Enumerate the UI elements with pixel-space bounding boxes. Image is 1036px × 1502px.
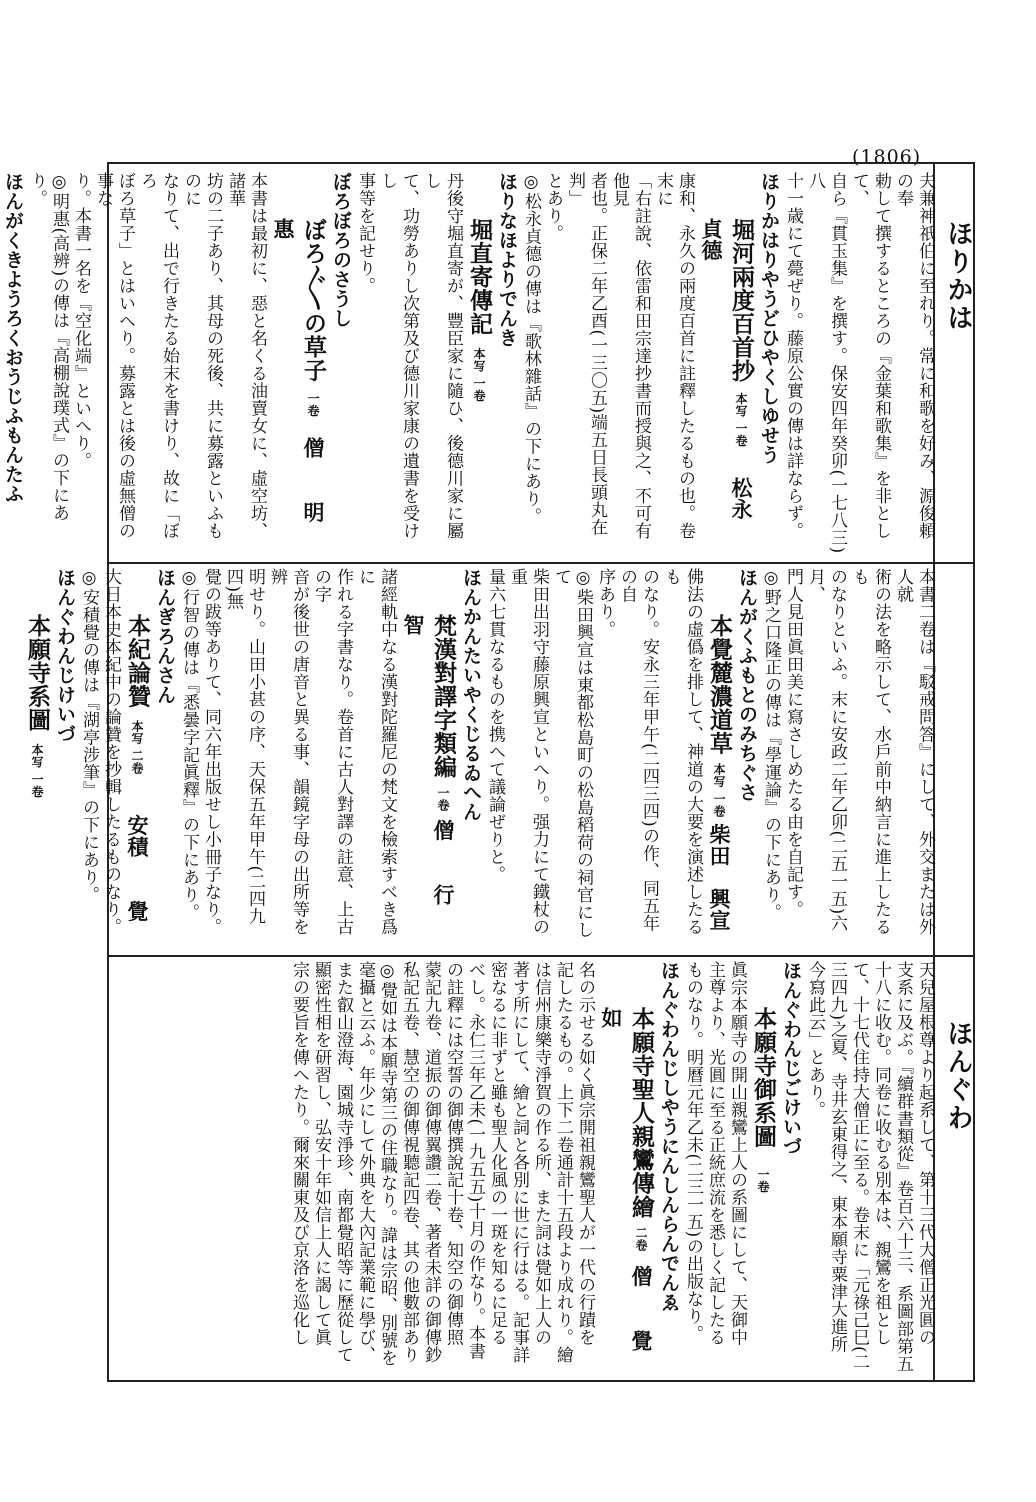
band-divider-2 — [107, 955, 975, 957]
volume-note: 二卷 — [634, 1226, 648, 1252]
entry-reading: ほんがくふもとのみちぐさ — [736, 568, 758, 802]
text-line: のなりといふ。末に安政二年乙卯(二五一五)六月、 — [805, 568, 847, 933]
title-text: 堀直寄傳記 — [466, 218, 493, 336]
band-3 — [112, 961, 936, 1375]
text-line: 事等を記せり。 — [355, 172, 375, 295]
text-line: 今寫此云」とあり。 — [805, 961, 825, 1119]
text-line: また叡山澄海、園城寺淨珍、南都覺昭等に歷從して — [333, 961, 353, 1364]
text-line: ◎安積覺の傳は『湖亭涉筆』の下にあり。 — [79, 568, 99, 904]
text-line: ぼろ草子」とはいへり。募露とは後の虛無僧の事な — [93, 172, 135, 540]
text-line: 三四九)之夏、寺井玄東得之、東本願寺粟津大進所 — [827, 961, 847, 1354]
title-text: 本願寺系圖 — [24, 614, 51, 732]
section-heading-horikaha: ほりかは — [943, 220, 973, 332]
volume-note: 本写 二卷 — [130, 720, 144, 775]
text-line: 毫攝と云ふ。年少にして外典を大內記業範に學び、 — [355, 961, 375, 1364]
entry-reading: ほんかんたいやくじるゐへん — [460, 568, 482, 822]
text-line: 作れる字書なり。卷首に古人對譯の註意、上古の字 — [311, 568, 353, 936]
text-line: 著す所にして、繪と詞と各別に世に行はる。記事詳 — [509, 961, 529, 1364]
text-line: 序あり。 — [595, 568, 615, 638]
entry-title — [696, 172, 756, 554]
text-line: 「右註說、依雷和田宗達抄書而授與之、不可有他見 — [609, 172, 651, 540]
text-line: 丹後守堀直寄が、豐臣家に隨ひ、後德川家に屬し — [421, 172, 463, 540]
text-line: 諸經軌中なる漢對陀羅尼の梵文を檢索すべき爲に — [355, 568, 397, 936]
text-line: 佛法の虛僞を排して、神道の大要を演述したるも — [661, 568, 703, 936]
text-line: 記したるもの。上下二卷通計十五段より成れり。繪 — [553, 961, 573, 1364]
text-line: 眞宗本願寺の開山親鸞上人の系圖にして、天御中 — [727, 961, 747, 1346]
title-text: 堀河兩度百首抄 — [728, 218, 755, 383]
author: 僧 明 惠 — [271, 218, 326, 545]
author: 安積 覺 — [125, 814, 150, 923]
page-number: (1806) — [852, 146, 922, 168]
text-line: 量六七貫なるものを携へて議論ぜりと。 — [485, 568, 505, 883]
text-line: 康和、永久の兩度百首に註釋したるもの也。卷末に — [653, 172, 695, 540]
text-line: 天兒屋根尊より起系して、第十三代大僧正光圓の — [915, 961, 935, 1346]
title-text: 梵漢對譯字類編 — [430, 614, 457, 779]
text-line: なりて、出で行きたる始末を書けり、故に「ぼろ — [137, 172, 179, 540]
entry-reading: ほんぐわんじしやうにんしんらんでんゑ — [658, 961, 680, 1312]
band-divider-1 — [107, 562, 975, 564]
text-line: 明せり。山田小甚の序、天保五年甲午(二四九四)無 — [223, 568, 265, 926]
entry-title — [748, 961, 778, 1375]
text-line: 自ら『貫玉集』を撰す。保安四年癸卯(一七八三)八 — [805, 172, 847, 554]
text-line: 十八に收む。同卷に收むる別本は、親鸞を祖とし — [871, 961, 891, 1346]
text-line: 宗の要旨を傳へたり。爾來關東及び京洛を巡化し — [289, 961, 309, 1346]
text-line: ものなり。明曆元年乙未(二三一五)の出版なり。 — [683, 961, 703, 1343]
entry-title — [596, 961, 656, 1375]
text-line: 大日本史本紀中の論贊を抄輯したるものなり。 — [101, 568, 121, 936]
title-text: 本願寺御系圖 — [750, 1007, 777, 1148]
text-line: 柴田出羽守藤原興宣といへり。强力にて鐵杖の重 — [507, 568, 549, 936]
title-text: 本願寺聖人親鸞傳繪 — [628, 1007, 655, 1219]
band-2 — [24, 568, 936, 948]
text-line: 本書は最初に、惡と名くる油賣女に、虛空坊、諸華 — [225, 172, 267, 540]
title-text: ぼろ〴〵の草子 — [300, 218, 327, 382]
text-line: 私記五卷、慧空の御傳視聽記四卷、其の他數部あり — [399, 961, 419, 1364]
band-1 — [2, 172, 936, 554]
text-line: 夫兼神祇伯に至れり。常に和歌を好み、源俊頼の奉 — [893, 172, 935, 540]
entry-title — [398, 568, 458, 948]
entry-reading: ほりかはりやうどひやくしゆせう — [758, 172, 780, 465]
text-line: 蒙記九卷、道振の御傳翼讚二卷、著者未詳の御傳鈔 — [421, 961, 441, 1364]
entry-reading: ほんぎろんさん — [154, 568, 176, 705]
entry-reading: ほんがくきようろくおうじふもんたふ — [2, 172, 24, 504]
entry-reading: ほんぐわんじごけいづ — [780, 961, 802, 1156]
text-line: 本書二卷は『駁戒問答』にして、外交または外人就 — [893, 568, 935, 936]
volume-note: 一卷 — [436, 786, 450, 812]
text-line: 名の示せる如く眞宗開祖親鸞聖人が一代の行蹟を — [575, 961, 595, 1346]
entry-reading: ほりなほよりでんき — [496, 172, 518, 348]
text-line: 門人見田眞田美に寫さしめたる由を自記す。 — [783, 568, 803, 918]
text-line: 十一歳にて薨ぜり。藤原公實の傳は詳ならず。 — [783, 172, 803, 540]
text-line: 術の法を略示して、水戶前中納言に進上したるも — [849, 568, 891, 936]
text-line: の註釋には空誓の御傳撰說記十卷、知空の御傳照 — [443, 961, 463, 1346]
volume-note: 本写 一卷 — [734, 392, 748, 448]
text-line: り。本書一名を『空化端』といへり。 — [71, 172, 91, 470]
text-line: 者也。正保二年乙酉(一三〇五)端五日長頭丸在判」 — [565, 172, 607, 537]
text-line: て、功勞ありし次第及び德川家康の遺書を受けし — [377, 172, 419, 540]
text-line: て、十七代住持大僧正に至る。卷末に「元祿己巳(二 — [849, 961, 869, 1371]
title-text: 本覺麓濃道草 — [706, 614, 733, 755]
volume-note: 一卷 — [756, 1168, 770, 1193]
volume-note: 本写 一卷 — [472, 347, 486, 403]
volume-note: 本写 一卷 — [30, 743, 44, 799]
text-line: ◎柴田興宣は東都松島町の松島稻荷の祠官にして — [551, 568, 593, 939]
entry-title — [704, 568, 734, 948]
entry-title — [22, 568, 52, 948]
text-line: 勅して撰するところの『金葉和歌集』を非として、 — [849, 172, 891, 540]
text-line: ◎覺如は本願寺第三の住職なり。諱は宗昭、別號を — [377, 961, 397, 1367]
text-line: ◎野之口隆正の傳は『學運論』の下にあり。 — [761, 568, 781, 921]
entry-title — [268, 172, 328, 554]
text-line: べし。永仁三年乙未(一九五五)十月の作なり。本書 — [465, 961, 485, 1361]
text-line: 音が後世の唐音と異る事、韻鏡字母の出所等を辨 — [267, 568, 309, 936]
text-line: 坊の二子あり、其母の死後、共に募露といふものに — [181, 172, 223, 540]
entry-reading: ほんぐわんじけいづ — [54, 568, 76, 744]
volume-note: 一卷 — [306, 392, 320, 417]
volume-note: 本写 一卷 — [712, 763, 726, 818]
author: 松永 貞德 — [699, 218, 754, 542]
text-line: 覺の跋等ありて、同六年出版せし小冊子なり。 — [201, 568, 221, 936]
text-line: 顯密性相を研習し、弘安十年如信上人に謁して眞 — [311, 961, 331, 1346]
title-text: 本紀論贊 — [124, 614, 151, 708]
text-line: とあり。 — [543, 172, 563, 242]
author: 僧 行 智 — [401, 614, 456, 927]
text-line: ◎松永貞德の傳は『歌林雜話』の下にあり。 — [521, 172, 541, 525]
text-line: 密なるに非ずと雖も聖人化風の一斑を知るに足る — [487, 961, 507, 1346]
entry-title — [464, 172, 494, 554]
entry-reading: ぼろぼろのさうし — [330, 172, 352, 328]
text-line: 主尊より、光圓に至る正統庶流を悉しく記したる — [705, 961, 725, 1346]
text-line: ◎明惠(高辨)の傳は『高棚說璞式』の下にあり。 — [27, 172, 69, 522]
text-line: のなり。安永三年甲午(二四三四)の作、同五年の自 — [617, 568, 659, 933]
author: 柴田 興宣 — [707, 823, 732, 932]
section-heading-hongwa: ほんぐわ — [943, 1020, 973, 1132]
text-line: は信州康樂寺淨賀の作る所、また詞は覺如上人の — [531, 961, 551, 1346]
text-line: ◎行智の傳は『悉曇字記眞釋』の下にあり。 — [179, 568, 199, 921]
entry-title — [122, 568, 152, 948]
author: 僧 覺 如 — [599, 1007, 654, 1373]
text-line: 支系に及ぶ。『續群書類從』卷百六十三、系圖部第五 — [893, 961, 913, 1373]
